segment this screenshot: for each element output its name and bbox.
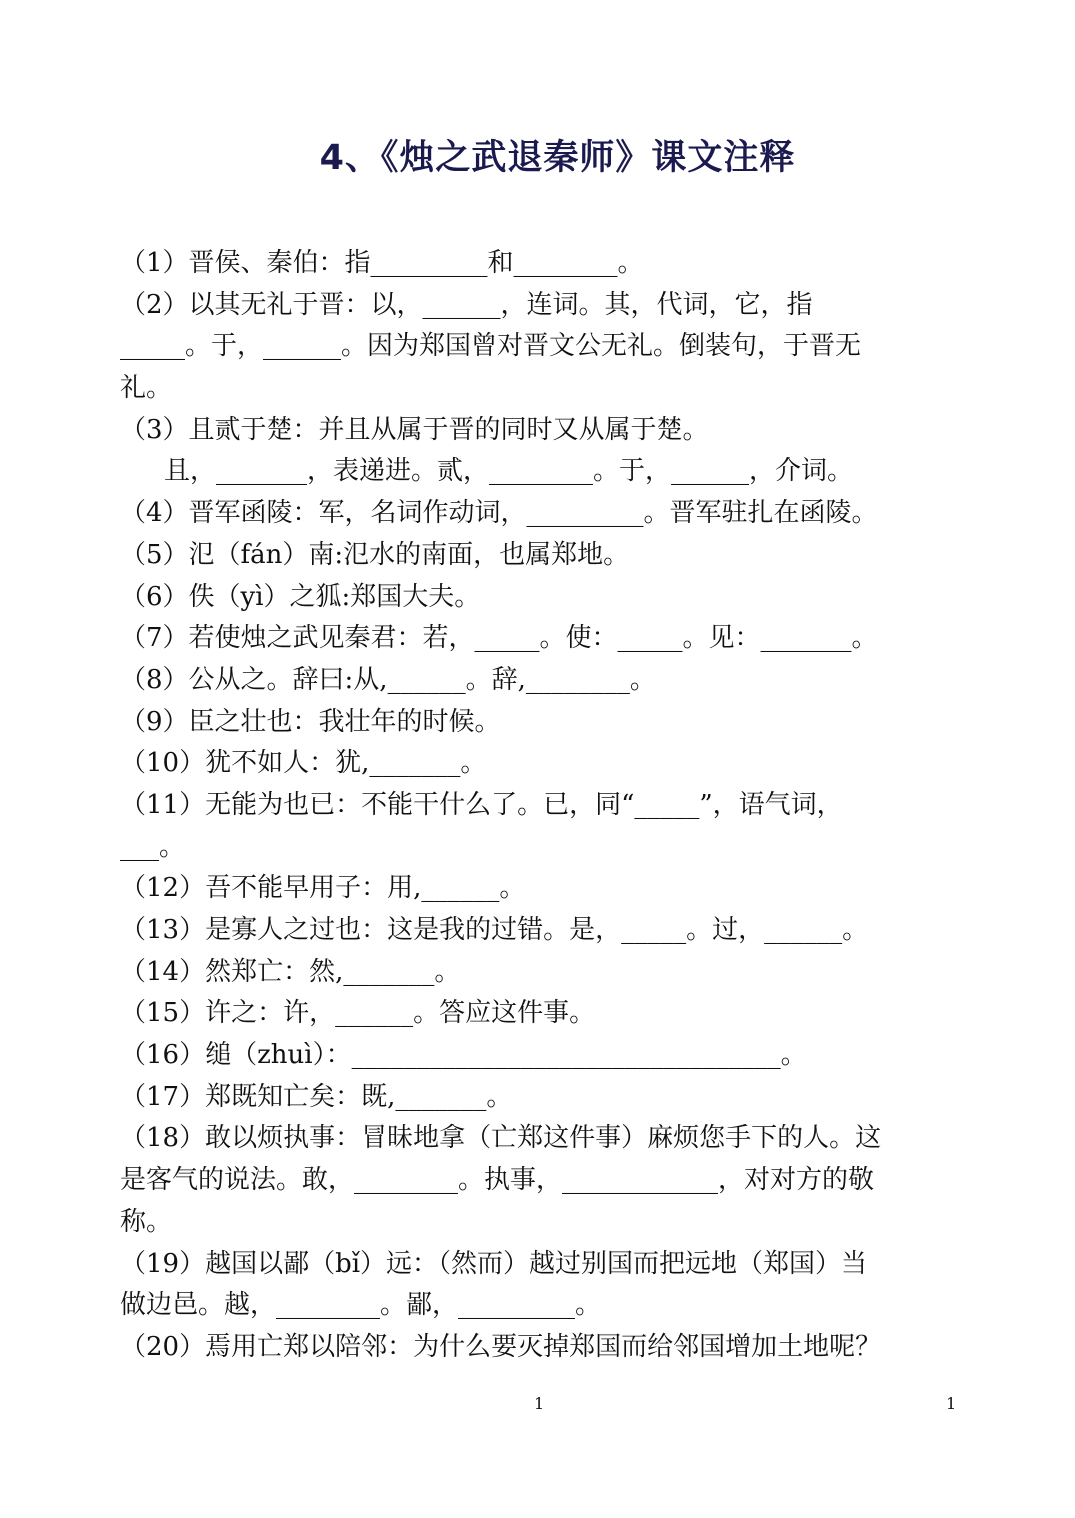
annotation-line-19: （19）越国以鄙（bǐ）远：（然而）越过别国而把远地（郑国）当 (120, 1248, 868, 1279)
annotation-line-16: （16）缒（zhuì）：_________________________________。 (120, 1040, 807, 1071)
annotation-line-17: （17）郑既知亡矣：既,_______。 (120, 1081, 513, 1112)
annotation-line-5: （5）氾（fán）南:氾水的南面，也属郑地。 (120, 539, 630, 570)
annotation-line-18: （18）敢以烦执事：冒昧地拿（亡郑这件事）麻烦您手下的人。这 (120, 1123, 882, 1154)
annotation-line-11: （11）无能为也已：不能干什么了。已，同“_____”，语气词， (120, 789, 843, 820)
annotation-line-2-cont: _____。于，______。因为郑国曾对晋文公无礼。倒装句，于晋无 (120, 331, 862, 362)
annotation-line-8: （8）公从之。辞曰:从,______。辞,________。 (120, 664, 656, 695)
annotation-line-11-cont: ___。 (120, 831, 186, 862)
page-number-center: 1 (534, 1394, 545, 1413)
annotation-body (120, 243, 960, 1369)
annotation-line-19-cont: 做边邑。越，________。鄙，_________。 (120, 1290, 602, 1321)
annotation-line-12: （12）吾不能早用子：用,______。 (120, 873, 526, 904)
annotation-line-2: （2）以其无礼于晋：以，______，连词。其，代词，它，指 (120, 289, 813, 320)
annotation-line-10: （10）犹不如人：犹,_______。 (120, 748, 487, 779)
annotation-line-9: （9）臣之壮也：我壮年的时候。 (120, 706, 501, 737)
annotation-line-6: （6）佚（yì）之狐:郑国大夫。 (120, 581, 481, 612)
page-number-right: 1 (946, 1394, 957, 1413)
annotation-line-4: （4）晋军函陵：军，名词作动词，_________。晋军驻扎在函陵。 (120, 498, 878, 529)
page-title: 4、《烛之武退秦师》课文注释 (319, 138, 796, 178)
annotation-line-13: （13）是寡人之过也：这是我的过错。是，_____。过，______。 (120, 915, 869, 945)
annotation-line-20: （20）焉用亡郑以陪邻：为什么要灭掉郑国而给邻国增加土地呢？ (120, 1331, 882, 1362)
annotation-line-15: （15）许之：许，______。答应这件事。 (120, 998, 596, 1029)
annotation-line-18-end: 称。 (120, 1206, 173, 1237)
annotation-line-3-cont: 且，_______，表递进。贰，________。于，______，介词。 (164, 456, 854, 487)
annotation-line-3: （3）且贰于楚：并且从属于晋的同时又从属于楚。 (120, 414, 709, 445)
annotation-line-1: （1）晋侯、秦伯：指_________和________。 (120, 248, 644, 278)
annotation-line-18-cont: 是客气的说法。敢，________。执事，____________，对对方的敬 (120, 1165, 875, 1196)
annotation-line-7: （7）若使烛之武见秦君：若，_____。使：_____。见：_______。 (120, 623, 878, 654)
annotation-line-14: （14）然郑亡：然,_______。 (120, 956, 461, 987)
annotation-line-2-end: 礼。 (120, 373, 173, 404)
